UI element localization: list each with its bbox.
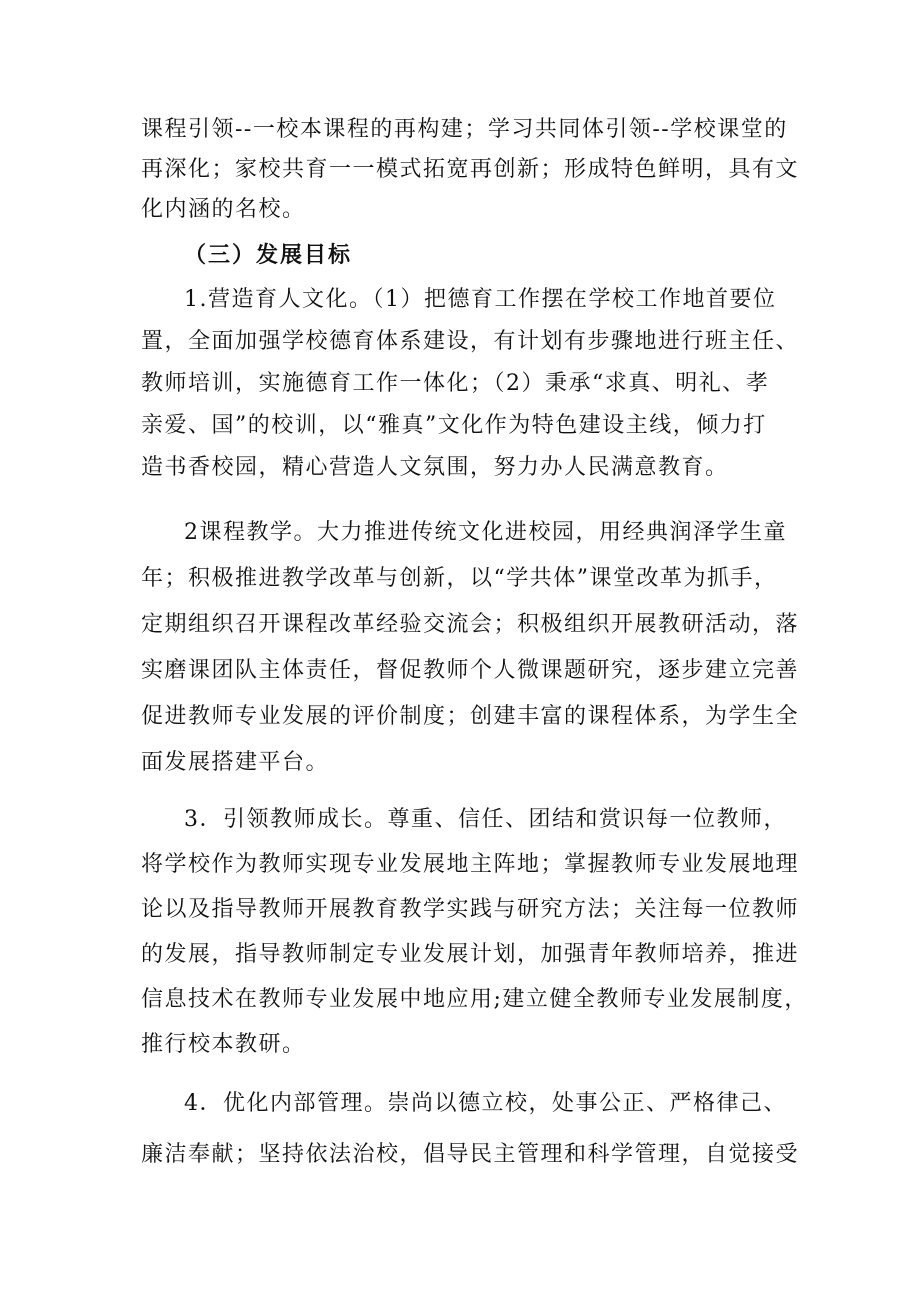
section-heading: （三）发展目标	[184, 242, 353, 268]
paragraph-line: 论以及指导教师开展教育教学实践与研究方法；关注每一位教师	[141, 897, 800, 922]
paragraph-line: 廉洁奉献；坚持依法治校，倡导民主管理和科学管理，自觉接受	[141, 1142, 800, 1167]
intro-line: 课程引领--一校本课程的再构建；学习共同体引领--学校课堂的	[141, 117, 788, 142]
paragraph-line: 造书香校园，精心营造人文氛围，努力办人民满意教育。	[141, 455, 729, 480]
intro-line: 化内涵的名校。	[141, 197, 306, 222]
intro-line: 再深化；家校共育一一模式拓宽再创新；形成特色鲜明，具有文	[141, 157, 800, 182]
paragraph-line: 1.营造育人文化。（1）把德育工作摆在学校工作地首要位	[184, 287, 777, 312]
paragraph-line: 年；积极推进教学改革与创新，以“学共体”课堂改革为抓手，	[141, 566, 778, 591]
paragraph-line: 推行校本教研。	[141, 1032, 306, 1057]
paragraph-line: 的发展，指导教师制定专业发展计划，加强青年教师培养，推进	[141, 942, 800, 967]
paragraph-line: 教师培训，实施德育工作一体化；（2）秉承“求真、明礼、孝	[141, 371, 770, 396]
paragraph-line: 置，全面加强学校德育体系建设，有计划有步骤地进行班主任、	[141, 329, 800, 354]
paragraph-line: 促进教师专业发展的评价制度；创建丰富的课程体系，为学生全	[141, 704, 800, 729]
paragraph-line: 4．优化内部管理。崇尚以德立校，处事公正、严格律己、	[184, 1091, 787, 1116]
paragraph-line: 2课程教学。大力推进传统文化进校园，用经典润泽学生童	[184, 520, 787, 545]
paragraph-line: 将学校作为教师实现专业发展地主阵地；掌握教师专业发展地理	[141, 852, 800, 877]
paragraph-line: 实磨课团队主体责任，督促教师个人微课题研究，逐步建立完善	[141, 658, 800, 683]
paragraph-line: 定期组织召开课程改革经验交流会；积极组织开展教研活动，落	[141, 612, 800, 637]
paragraph-line: 信息技术在教师专业发展中地应用;建立健全教师专业发展制度，	[141, 987, 808, 1012]
paragraph-line: 面发展搭建平台。	[141, 750, 330, 775]
paragraph-line: 亲爱、国”的校训，以“雅真”文化作为特色建设主线，倾力打	[141, 413, 767, 438]
paragraph-line: 3．引领教师成长。尊重、信任、团结和赏识每一位教师，	[184, 807, 787, 832]
